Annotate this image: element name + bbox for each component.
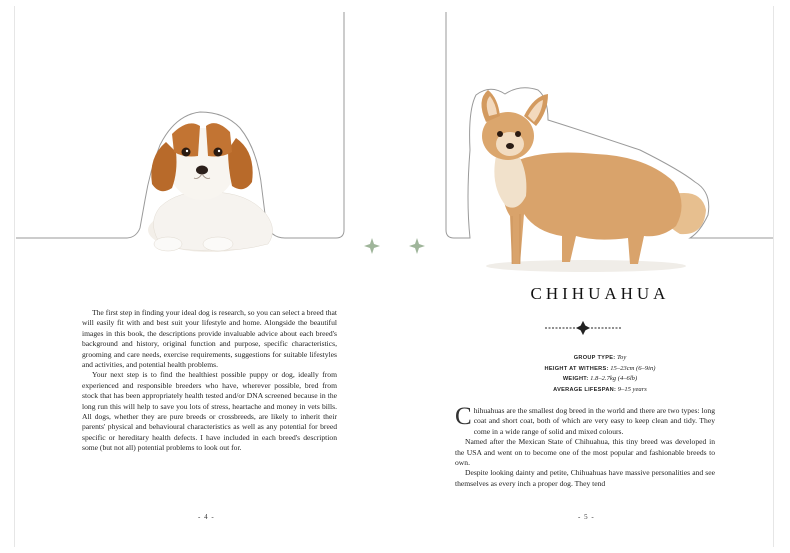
left-page-body — [82, 308, 337, 454]
right-page-number: - 5 - — [578, 513, 595, 521]
drop-cap: C — [455, 403, 472, 430]
breed-title: CHIHUAHUA — [530, 284, 670, 303]
fact-group-type: GROUP TYPE: Toy — [573, 354, 627, 361]
fact-weight: WEIGHT: 1.8–2.7kg (4–6lb) — [562, 375, 638, 383]
right-paragraph-first — [455, 403, 715, 437]
chihuahua-image — [466, 86, 712, 276]
left-paragraph: Your next step is to find the healthiest possible puppy or dog, ideally from experienced and responsible breeders who have, wherever possible, bred from stock that has been appropriately health tested and/or DNA screened because in the long run this will help to save you lots of stress, heartache and money in vets bills. All dogs, whether they are pure breeds or crossbreeds, are likely to inherit their parents' physical and behavioural characteristics as well as any potential for breed specific or hereditary health defects. I have included in each breed's description some (but not all) potential problems to look out for. — [82, 370, 337, 453]
sparkle-icon — [362, 236, 428, 256]
left-page-number: - 4 - — [198, 513, 215, 521]
fact-lifespan: AVERAGE LIFESPAN: 9–15 years — [553, 385, 647, 393]
first-paragraph-text: hihuahuas are the smallest dog breed in the world and there are two types: long coat and short coat, both of which are very easy to keep clean and tidy. They come in a wide range of solid and mixed colours. — [473, 406, 715, 436]
puppy-image — [138, 112, 284, 254]
right-paragraph: Despite looking dainty and petite, Chihuahuas have massive personalities and see themselves as every inch a proper dog. They tend — [455, 468, 715, 488]
right-paragraph: Named after the Mexican State of Chihuahua, this tiny breed was developed in the USA and went on to become one of the most popular and fashionable breeds to own. — [455, 437, 715, 468]
breed-facts — [470, 353, 730, 395]
ornament-icon — [543, 321, 623, 335]
right-page-body — [455, 403, 715, 489]
fact-height: HEIGHT AT WITHERS: 15–23cm (6–9in) — [544, 364, 656, 372]
left-paragraph: The first step in finding your ideal dog is research, so you can select a breed that will easily fit with and best suit your lifestyle and home. Alongside the beautiful images in this book, the descriptions provide invaluable advice about each breed's background and history, original function and purpose, specific characteristics, grooming and care needs, exercise requirements, suggestions for suitable lifestyles and activities, and potential health problems. — [82, 308, 337, 370]
